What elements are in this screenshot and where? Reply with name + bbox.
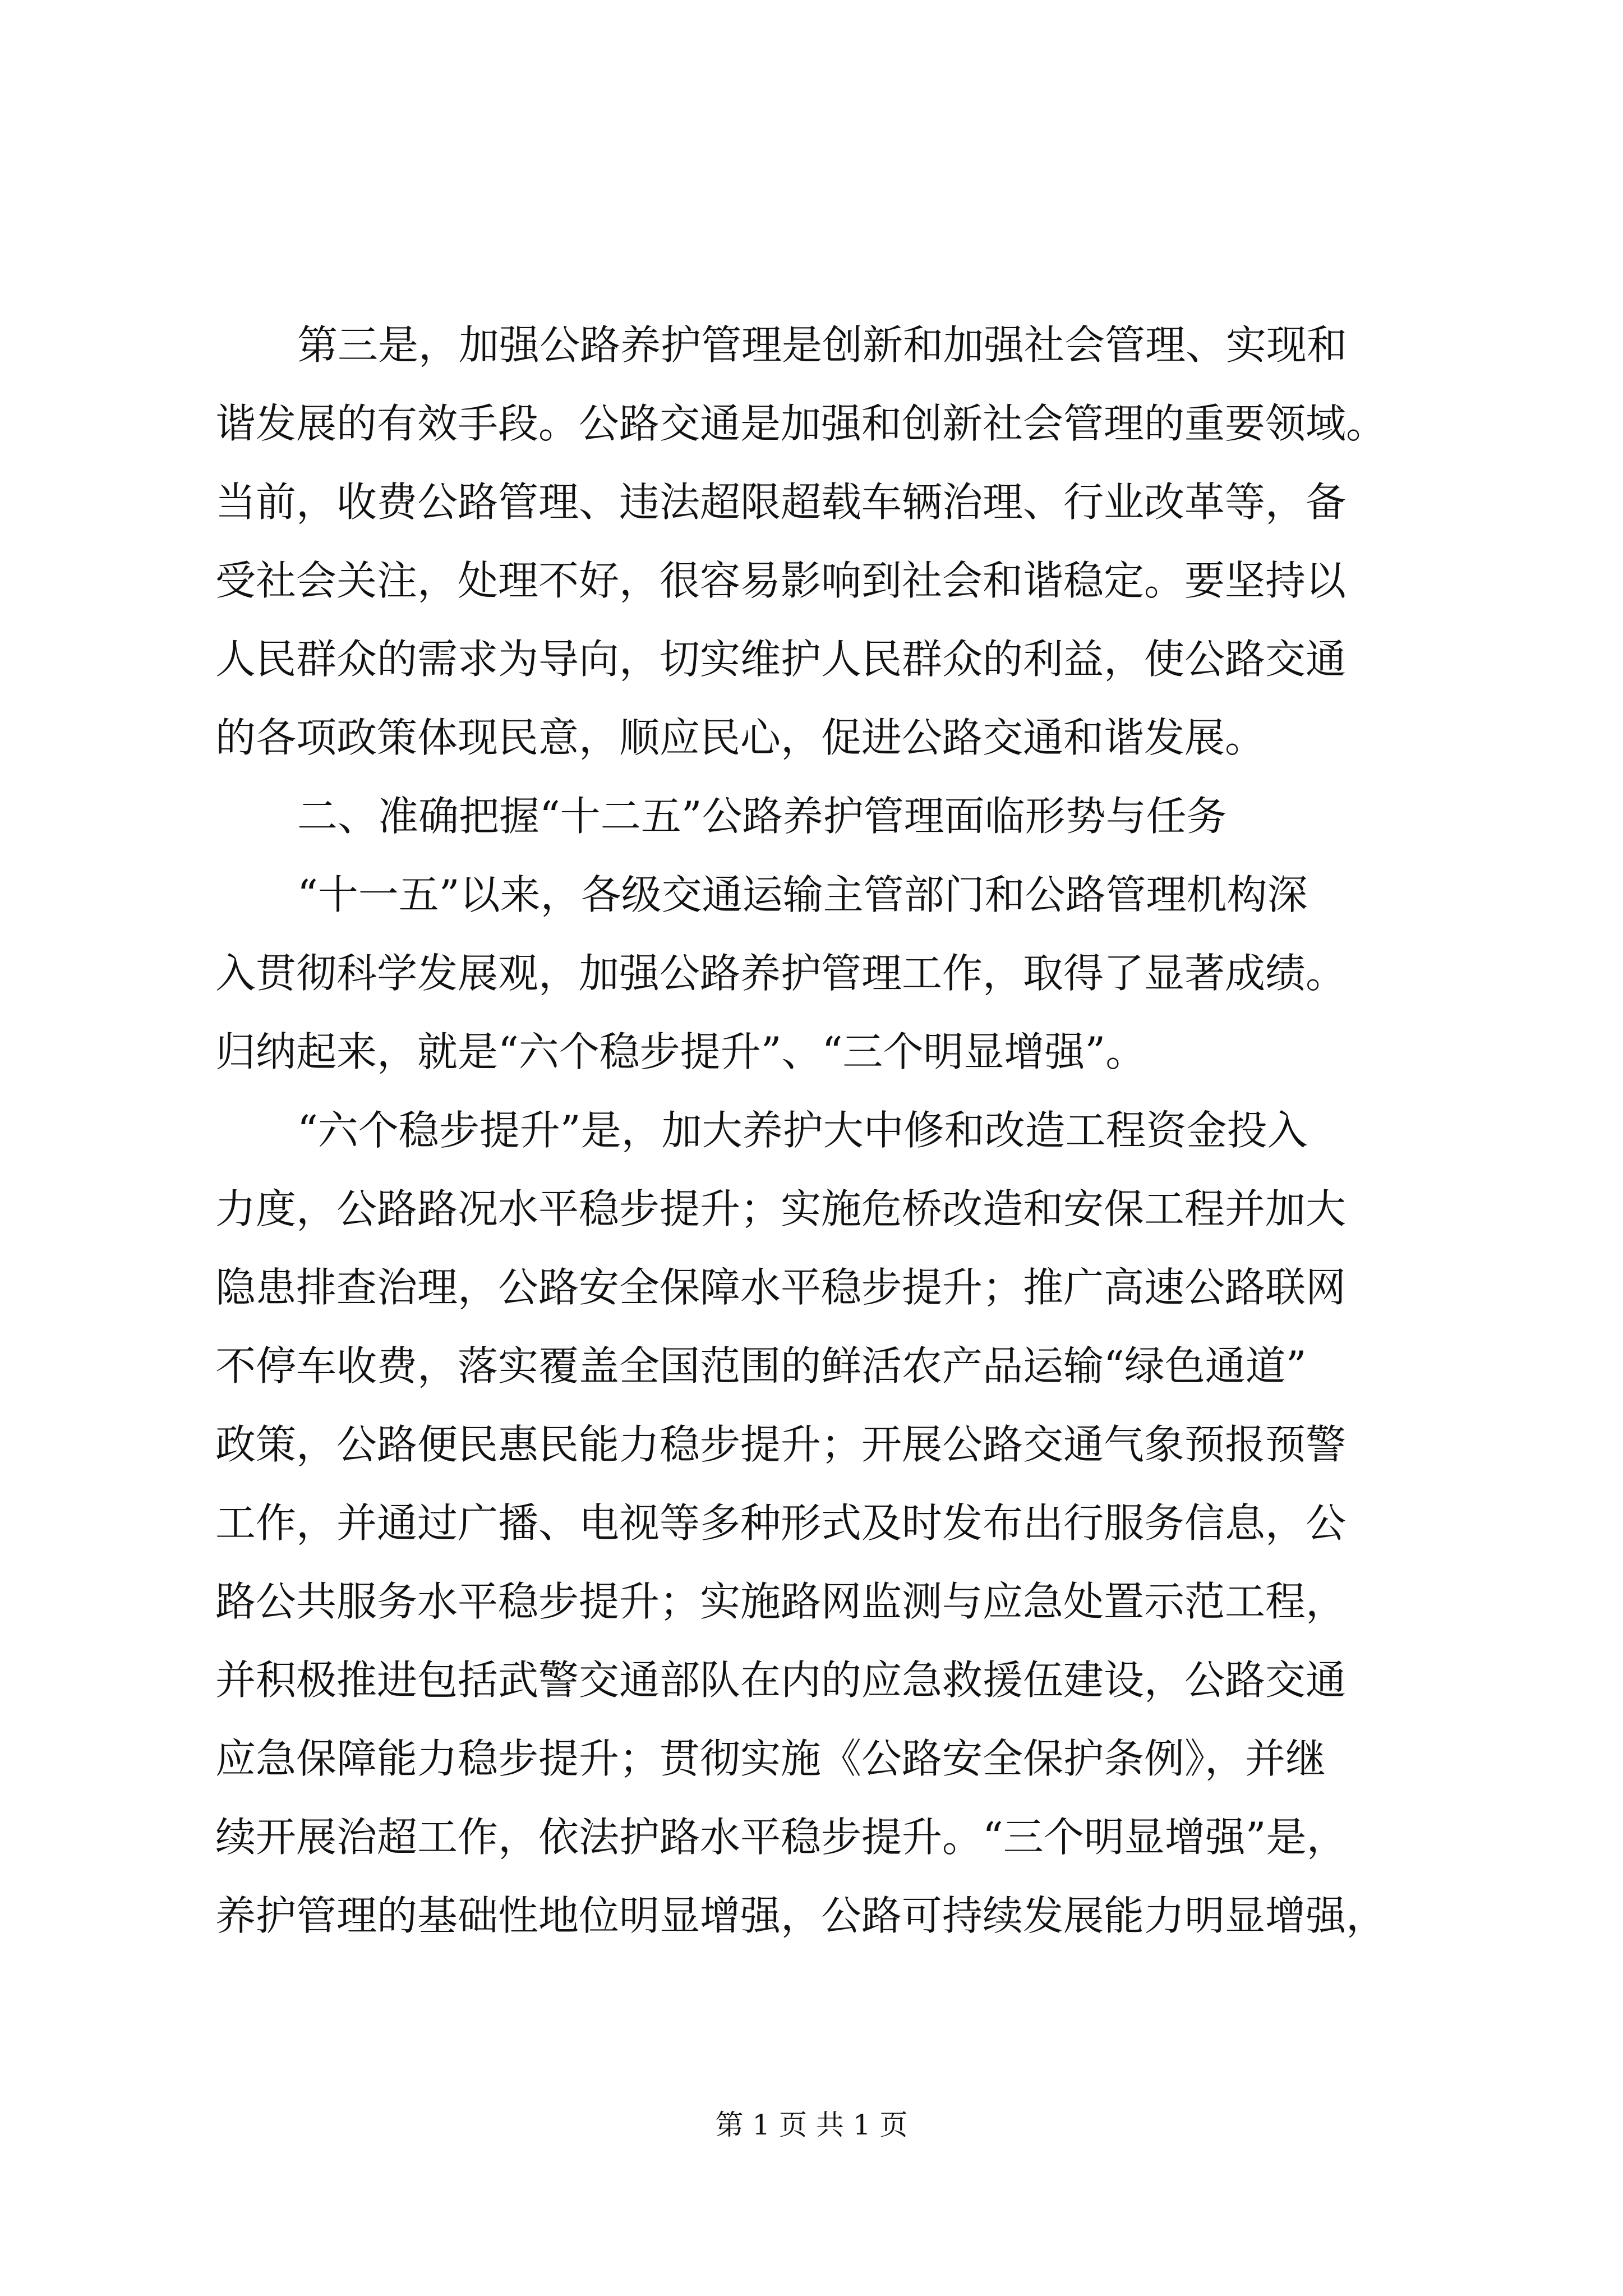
text-line: “十一五”以来，各级交通运输主管部门和公路管理机构深 — [297, 871, 1308, 918]
text-line: 归纳起来，就是“六个稳步提升”、“三个明显增强”。 — [215, 1028, 1146, 1075]
text-line: 的各项政策体现民意，顺应民心，促进公路交通和谐发展。 — [215, 714, 1266, 761]
text-line: 入贯彻科学发展观，加强公路养护管理工作，取得了显著成绩。 — [215, 950, 1347, 997]
text-line: “六个稳步提升”是，加大养护大中修和改造工程资金投入 — [297, 1107, 1308, 1154]
section-heading: 二、准确把握“十二五”公路养护管理面临形势与任务 — [297, 793, 1227, 840]
text-line: 应急保障能力稳步提升；贯彻实施《公路安全保护条例》，并继 — [215, 1735, 1326, 1782]
text-line: 续开展治超工作，依法护路水平稳步提升。“三个明显增强”是， — [215, 1814, 1347, 1861]
text-line: 人民群众的需求为导向，切实维护人民群众的利益，使公路交通 — [215, 636, 1347, 683]
text-line: 力度，公路路况水平稳步提升；实施危桥改造和安保工程并加大 — [215, 1185, 1347, 1232]
text-line: 并积极推进包括武警交通部队在内的应急救援伍建设，公路交通 — [215, 1657, 1347, 1704]
text-line: 政策，公路便民惠民能力稳步提升；开展公路交通气象预报预警 — [215, 1421, 1347, 1468]
text-line: 第三是，加强公路养护管理是创新和加强社会管理、实现和 — [297, 321, 1348, 369]
text-line: 养护管理的基础性地位明显增强，公路可持续发展能力明显增强， — [215, 1892, 1387, 1939]
document-body — [215, 306, 1466, 1955]
text-line: 路公共服务水平稳步提升；实施路网监测与应急处置示范工程， — [215, 1578, 1347, 1625]
text-line: 谐发展的有效手段。公路交通是加强和创新社会管理的重要领域。 — [215, 400, 1387, 447]
text-line: 当前，收费公路管理、违法超限超载车辆治理、行业改革等，备 — [215, 478, 1347, 526]
text-line: 不停车收费，落实覆盖全国范围的鲜活农产品运输“绿色通道” — [215, 1342, 1307, 1389]
page-footer: 第 1 页 共 1 页 — [715, 2109, 908, 2141]
text-line: 隐患排查治理，公路安全保障水平稳步提升；推广高速公路联网 — [215, 1264, 1347, 1311]
text-line: 受社会关注，处理不好，很容易影响到社会和谐稳定。要坚持以 — [215, 557, 1347, 604]
text-line: 工作，并通过广播、电视等多种形式及时发布出行服务信息，公 — [215, 1499, 1347, 1547]
